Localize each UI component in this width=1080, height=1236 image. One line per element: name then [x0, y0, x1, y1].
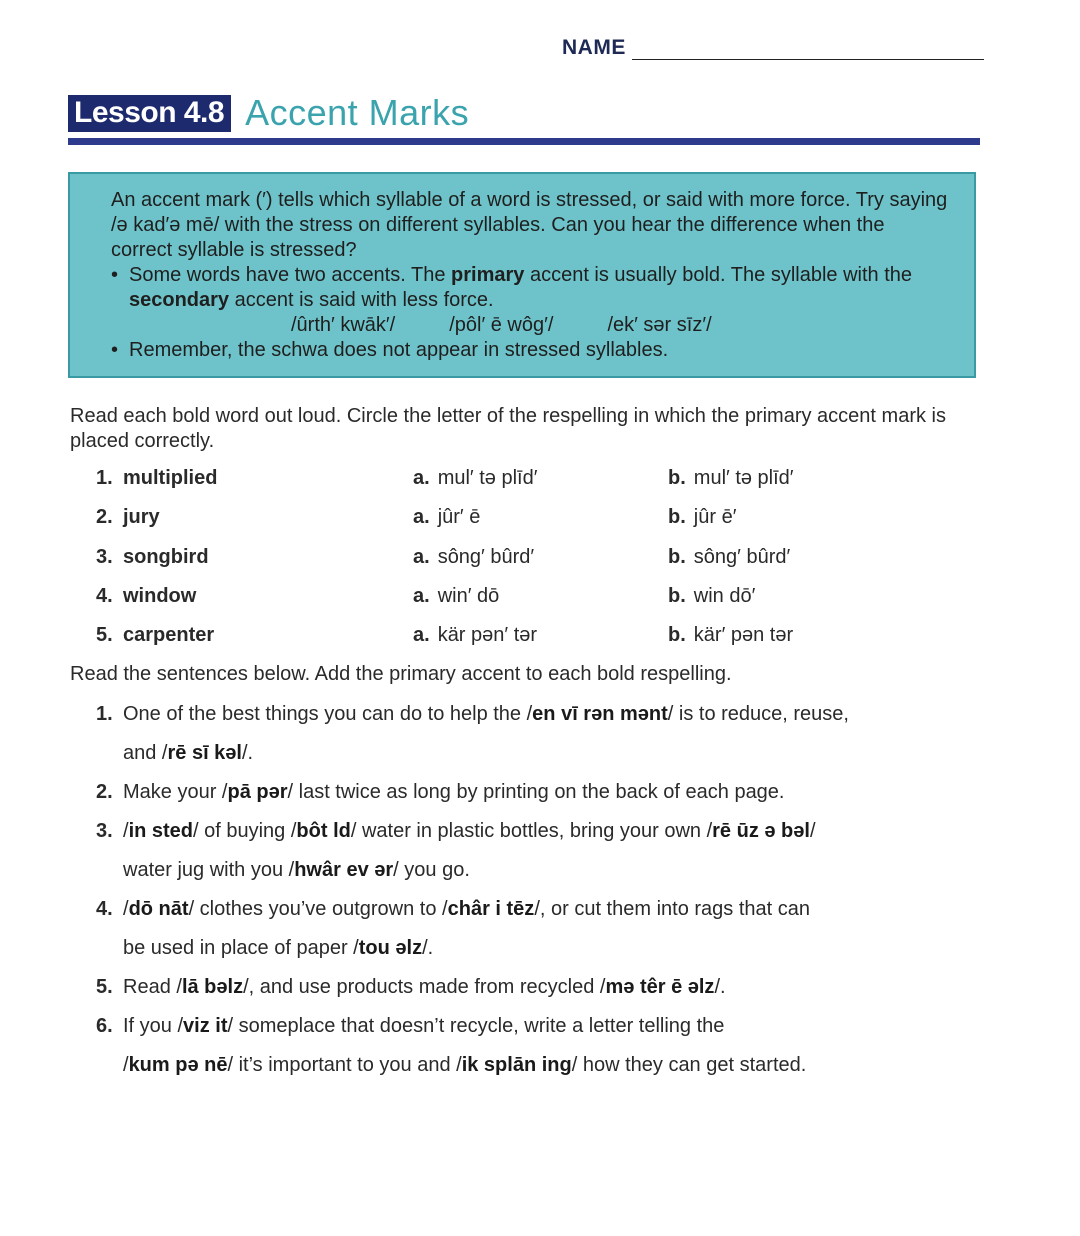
sentence-list: [96, 700, 996, 1090]
bold-respelling[interactable]: en vī rən mənt: [532, 703, 668, 725]
sentence-item: 3. /in sted/ of buying /bôt ld/ water in plastic bottles, bring your own /rē ūz ə bəl/: [96, 820, 816, 842]
bold-respelling[interactable]: bôt ld: [296, 820, 351, 842]
question-word: carpenter: [123, 624, 215, 646]
question-row: 4. window a. win′ dō b. win dō′: [96, 585, 756, 607]
header-divider: [68, 138, 980, 145]
bullet-icon: •: [111, 339, 119, 361]
question-row: 5. carpenter a. kär pən′ tər b. kär′ pən tər: [96, 624, 794, 646]
option-b[interactable]: b. mul′ tə plīd′: [668, 467, 794, 489]
info-intro: An accent mark (′) tells which syllable of a word is stressed, or said with more force. Try saying /ə kad′ə mē/ with the stress on different syllables. Can you hear the difference when the correct syllable is stressed?: [111, 189, 948, 261]
question-row: 3. songbird a. sông′ bûrd′ b. sông′ bûrd′: [96, 546, 791, 568]
name-label: NAME: [562, 36, 626, 59]
part1-instruction: Read each bold word out loud. Circle the letter of the respelling in which the primary accent mark is placed correctly.: [70, 405, 946, 452]
name-field: [562, 36, 984, 60]
question-word: jury: [123, 506, 160, 528]
bold-respelling[interactable]: dō nāt: [128, 898, 189, 920]
question-row: 2. jury a. jûr′ ē b. jûr ē′: [96, 506, 737, 528]
sentence-item: 5. Read /lā bəlz/, and use products made from recycled /mə têr ē əlz/.: [96, 976, 726, 998]
option-b[interactable]: b. sông′ bûrd′: [668, 546, 791, 568]
bold-respelling[interactable]: kum pə nē: [128, 1054, 228, 1076]
option-b[interactable]: b. win dō′: [668, 585, 756, 607]
sentence-item: 6. If you /viz it/ someplace that doesn’t recycle, write a letter telling the: [96, 1015, 725, 1037]
question-word: songbird: [123, 546, 209, 568]
info-bullet-1: [111, 263, 948, 313]
option-a[interactable]: a. jûr′ ē: [413, 506, 481, 528]
question-word: multiplied: [123, 467, 218, 489]
lesson-header: [68, 92, 469, 134]
option-a[interactable]: a. sông′ bûrd′: [413, 546, 535, 568]
bold-respelling[interactable]: rē sī kəl: [167, 742, 242, 764]
option-a[interactable]: a. win′ dō: [413, 585, 500, 607]
info-bullet-2: [111, 338, 948, 363]
option-a[interactable]: a. kär pən′ tər: [413, 624, 538, 646]
bold-respelling[interactable]: in sted: [128, 820, 194, 842]
question-word: window: [123, 585, 197, 607]
accent-example: /pôl′ ē wôg′/: [449, 314, 554, 336]
info-bullet-1-text: Some words have two accents. The primary accent is usually bold. The syllable with the secondary accent is said with less force.: [129, 264, 913, 311]
question-row: 1. multiplied a. mul′ tə plīd′ b. mul′ tə plīd′: [96, 467, 794, 489]
option-b[interactable]: b. jûr ē′: [668, 506, 737, 528]
info-box: [68, 172, 976, 378]
sentence-item: 1. One of the best things you can do to help the /en vī rən mənt/ is to reduce, reuse,: [96, 703, 849, 725]
bold-respelling[interactable]: hwâr ev ər: [294, 859, 394, 881]
sentence-continuation: be used in place of paper /tou əlz/.: [123, 937, 434, 959]
lesson-badge: Lesson 4.8: [68, 95, 231, 132]
accent-example: /ek′ sər sīz′/: [607, 314, 712, 336]
sentence-continuation: water jug with you /hwâr ev ər/ you go.: [123, 859, 470, 881]
name-blank-line: [632, 39, 984, 60]
sentence-continuation: /kum pə nē/ it’s important to you and /ik splān ing/ how they can get started.: [123, 1054, 807, 1076]
sentence-item: 4. /dō nāt/ clothes you’ve outgrown to /châr i tēz/, or cut them into rags that can: [96, 898, 811, 920]
sentence-item: 2. Make your /pā pər/ last twice as long by printing on the back of each page.: [96, 781, 785, 803]
info-bullet-2-text: Remember, the schwa does not appear in stressed syllables.: [129, 339, 669, 361]
part2-instruction: Read the sentences below. Add the primary accent to each bold respelling.: [70, 663, 732, 685]
bold-respelling[interactable]: ik splān ing: [461, 1054, 572, 1076]
bold-respelling[interactable]: viz it: [183, 1015, 228, 1037]
bold-respelling[interactable]: châr i tēz: [447, 898, 535, 920]
lesson-title: Accent Marks: [245, 92, 470, 133]
bold-respelling[interactable]: pā pər: [227, 781, 288, 803]
bullet-icon: •: [111, 264, 119, 286]
option-b[interactable]: b. kär′ pən tər: [668, 624, 794, 646]
bold-respelling[interactable]: lā bəlz: [181, 976, 244, 998]
accent-example: /ûrth′ kwāk′/: [291, 314, 396, 336]
bold-respelling[interactable]: tou əlz: [358, 937, 423, 959]
bold-respelling[interactable]: rē ūz ə bəl: [712, 820, 810, 842]
option-a[interactable]: a. mul′ tə plīd′: [413, 467, 538, 489]
accent-examples: [111, 313, 948, 338]
sentence-continuation: and /rē sī kəl/.: [123, 742, 254, 764]
bold-respelling[interactable]: mə têr ē əlz: [605, 976, 715, 998]
